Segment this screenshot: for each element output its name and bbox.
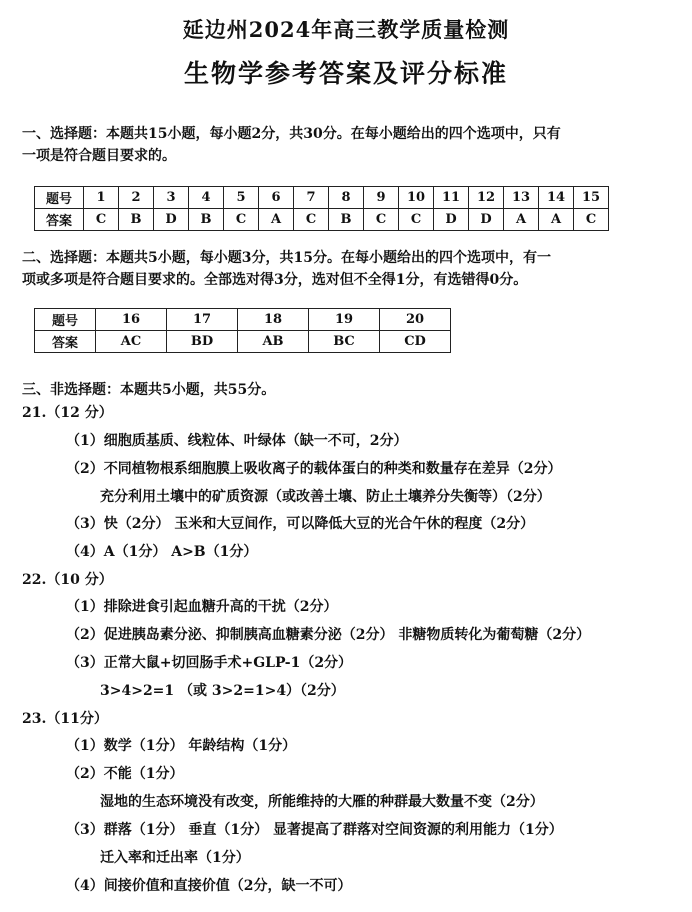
table-cell: BC: [309, 331, 380, 353]
table-cell: 20: [380, 309, 451, 331]
q21-answer-2: （2）不同植物根系细胞膜上吸收离子的载体蛋白的种类和数量存在差异（2分）: [66, 461, 562, 477]
table-cell: 2: [119, 187, 154, 209]
question-22-heading: 22.（10 分）: [22, 572, 113, 588]
table-cell: 18: [238, 309, 309, 331]
table-cell: A: [539, 209, 574, 231]
table-cell: 10: [399, 187, 434, 209]
table-cell: 4: [189, 187, 224, 209]
table-cell: C: [294, 209, 329, 231]
table-cell: 16: [96, 309, 167, 331]
section2-answer-table: [34, 308, 451, 353]
exam-title: 延边州2024年高三教学质量检测: [182, 17, 510, 42]
table-header-cell: 答案: [35, 209, 84, 231]
table-cell: A: [259, 209, 294, 231]
question-23-heading: 23.（11分）: [22, 711, 108, 727]
table-cell: 3: [154, 187, 189, 209]
table-cell: AB: [238, 331, 309, 353]
table-cell: CD: [380, 331, 451, 353]
q21-answer-4: （4）A（1分） A>B（1分）: [66, 544, 258, 560]
table-cell: 5: [224, 187, 259, 209]
table-cell: 1: [84, 187, 119, 209]
table-row-numbers: [35, 309, 451, 331]
section2-heading-line1: 二、选择题：本题共5小题，每小题3分，共15分。在每小题给出的四个选项中，有一: [22, 250, 551, 266]
table-header-cell: 题号: [35, 309, 96, 331]
q23-answer-1: （1）数学（1分） 年龄结构（1分）: [66, 738, 297, 754]
table-cell: D: [154, 209, 189, 231]
table-cell: 8: [329, 187, 364, 209]
table-cell: 9: [364, 187, 399, 209]
table-cell: C: [574, 209, 609, 231]
q21-answer-2-continued: 充分利用土壤中的矿质资源（或改善土壤、防止土壤养分失衡等）（2分）: [100, 489, 551, 505]
table-cell: D: [434, 209, 469, 231]
table-cell: D: [469, 209, 504, 231]
section1-heading-line1: 一、选择题：本题共15小题，每小题2分，共30分。在每小题给出的四个选项中，只有: [22, 126, 561, 142]
table-cell: 17: [167, 309, 238, 331]
table-cell: B: [119, 209, 154, 231]
table-cell: 13: [504, 187, 539, 209]
table-cell: 7: [294, 187, 329, 209]
table-cell: 15: [574, 187, 609, 209]
table-header-cell: 答案: [35, 331, 96, 353]
table-cell: C: [84, 209, 119, 231]
q22-answer-3: （3）正常大鼠+切回肠手术+GLP-1（2分）: [66, 655, 353, 671]
table-header-cell: 题号: [35, 187, 84, 209]
table-cell: A: [504, 209, 539, 231]
q22-answer-1: （1）排除进食引起血糖升高的干扰（2分）: [66, 599, 338, 615]
document-subtitle: 生物学参考答案及评分标准: [183, 59, 508, 88]
q22-answer-3-continued: 3>4>2=1 （或 3>2=1>4）（2分）: [100, 683, 345, 699]
table-cell: BD: [167, 331, 238, 353]
q21-answer-3: （3）快（2分） 玉米和大豆间作，可以降低大豆的光合午休的程度（2分）: [66, 516, 535, 532]
question-21-heading: 21.（12 分）: [22, 405, 113, 421]
table-cell: B: [189, 209, 224, 231]
section1-heading-line2: 一项是符合题目要求的。: [22, 148, 176, 164]
table-cell: C: [399, 209, 434, 231]
q23-answer-2-continued: 湿地的生态环境没有改变，所能维持的大雁的种群最大数量不变（2分）: [100, 794, 544, 810]
table-cell: 19: [309, 309, 380, 331]
table-cell: 6: [259, 187, 294, 209]
table-row-answers: [35, 209, 609, 231]
table-cell: C: [224, 209, 259, 231]
table-cell: 14: [539, 187, 574, 209]
table-row-numbers: [35, 187, 609, 209]
q23-answer-3: （3）群落（1分） 垂直（1分） 显著提高了群落对空间资源的利用能力（1分）: [66, 822, 563, 838]
table-cell: B: [329, 209, 364, 231]
q21-answer-1: （1）细胞质基质、线粒体、叶绿体（缺一不可，2分）: [66, 433, 408, 449]
table-cell: AC: [96, 331, 167, 353]
q23-answer-4: （4）间接价值和直接价值（2分，缺一不可）: [66, 878, 352, 894]
q22-answer-2: （2）促进胰岛素分泌、抑制胰高血糖素分泌（2分） 非糖物质转化为葡萄糖（2分）: [66, 627, 591, 643]
table-cell: 11: [434, 187, 469, 209]
section2-heading-line2: 项或多项是符合题目要求的。全部选对得3分，选对但不全得1分，有选错得0分。: [22, 272, 528, 288]
q23-answer-2: （2）不能（1分）: [66, 766, 184, 782]
table-cell: C: [364, 209, 399, 231]
section1-answer-table: [34, 186, 609, 231]
q23-answer-3-continued: 迁入率和迁出率（1分）: [100, 850, 250, 866]
table-row-answers: [35, 331, 451, 353]
section3-heading: 三、非选择题：本题共5小题，共55分。: [22, 382, 276, 398]
table-cell: 12: [469, 187, 504, 209]
